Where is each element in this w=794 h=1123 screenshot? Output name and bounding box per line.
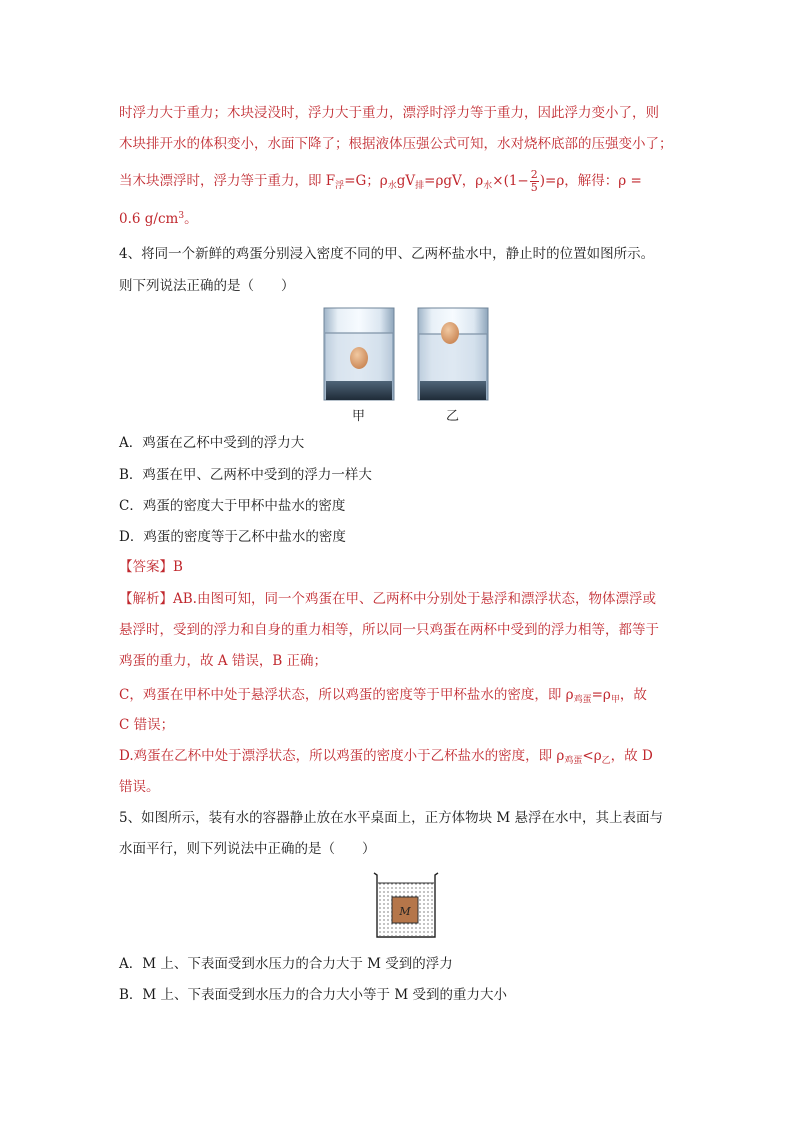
subscript: 甲 <box>610 695 620 705</box>
q5-stem-line-2: 水面平行，则下列说法中正确的是（ ） <box>119 841 376 857</box>
q4-explanation-line-3: 鸡蛋的重力，故 A 错误，B 正确； <box>119 653 328 669</box>
subscript: 水 <box>387 181 397 191</box>
prev-solution-line-3 <box>119 169 642 196</box>
prev-solution-line-2: 木块排开水的体积变小，水面下降了；根据液体压强公式可知，水对烧杯底部的压强变小了； <box>119 136 673 152</box>
text-span: gV <box>396 173 416 189</box>
subscript: 鸡蛋 <box>573 695 592 705</box>
subscript: 乙 <box>601 756 611 766</box>
q4-explanation-line-7: 错误。 <box>119 779 160 795</box>
block-m-label: M <box>399 905 411 918</box>
subscript: 鸡蛋 <box>564 756 583 766</box>
q4-explanation-line-5: C 错误； <box>119 717 175 733</box>
glass-yi <box>417 307 489 401</box>
text-span: <ρ <box>582 748 602 764</box>
q4-option-c: C．鸡蛋的密度大于甲杯中盐水的密度 <box>119 498 346 514</box>
text-span: )=ρ，解得：ρ = <box>539 173 642 189</box>
q4-explanation-line-2: 悬浮时，受到的浮力和自身的重力相等，所以同一只鸡蛋在两杯中受到的浮力相等，都等于 <box>119 622 659 638</box>
glass-jia <box>323 307 395 401</box>
text-span: 当木块漂浮时，浮力等于重力，即 F <box>119 173 336 189</box>
q5-stem-line-1: 5、如图所示，装有水的容器静止放在水平桌面上，正方体物块 M 悬浮在水中，其上表面与 <box>119 810 663 826</box>
q5-option-b: B．M 上、下表面受到水压力的合力大小等于 M 受到的重力大小 <box>119 987 507 1003</box>
subscript: 水 <box>483 181 493 191</box>
text-span: D.鸡蛋在乙杯中处于漂浮状态，所以鸡蛋的密度小于乙杯盐水的密度，即 ρ <box>119 748 565 764</box>
answer-value: B <box>173 559 183 575</box>
block-m <box>392 897 418 923</box>
text-span: 。 <box>184 211 198 227</box>
q5-option-a: A．M 上、下表面受到水压力的合力大于 M 受到的浮力 <box>119 956 453 972</box>
q4-answer <box>119 557 183 577</box>
q4-option-d: D．鸡蛋的密度等于乙杯中盐水的密度 <box>119 529 346 545</box>
text-span: ，故 D <box>610 748 653 764</box>
text-span: 0.6 g/cm <box>119 211 179 227</box>
q4-stem-line-1: 4、将同一个新鲜的鸡蛋分别浸入密度不同的甲、乙两杯盐水中，静止时的位置如图所示。 <box>119 246 655 262</box>
q4-explanation-line-4 <box>119 685 647 710</box>
text-span: ×(1− <box>492 173 529 189</box>
fraction <box>530 169 539 194</box>
q4-stem-line-2: 则下列说法正确的是（ ） <box>119 278 295 294</box>
egg-yi <box>441 322 459 344</box>
q4-explanation-line-6 <box>119 746 653 771</box>
superscript: 3 <box>178 211 185 221</box>
caption-yi: 乙 <box>446 409 460 424</box>
subscript: 排 <box>415 181 425 191</box>
explanation-tag: 【解析】 <box>119 591 173 607</box>
subscript: 浮 <box>335 181 345 191</box>
text-span: =ρgV，ρ <box>424 173 484 189</box>
q4-option-b: B．鸡蛋在甲、乙两杯中受到的浮力一样大 <box>119 467 372 483</box>
caption-jia: 甲 <box>352 409 366 424</box>
egg-jia <box>350 347 368 369</box>
text-span: C，鸡蛋在甲杯中处于悬浮状态，所以鸡蛋的密度等于甲杯盐水的密度，即 ρ <box>119 687 574 703</box>
beaker-figure <box>371 870 441 940</box>
q4-option-a: A．鸡蛋在乙杯中受到的浮力大 <box>119 435 305 451</box>
prev-solution-line-4 <box>119 206 198 229</box>
fraction-denominator: 5 <box>530 181 538 194</box>
text-span: AB.由图可知，同一个鸡蛋在甲、乙两杯中分别处于悬浮和漂浮状态，物体漂浮或 <box>173 591 656 607</box>
egg-glasses-figure <box>323 307 489 401</box>
text-span: ，故 <box>619 687 647 703</box>
text-span: =ρ <box>591 687 611 703</box>
q4-explanation-line-1 <box>119 589 656 609</box>
fraction-numerator: 2 <box>530 168 538 181</box>
prev-solution-line-1: 时浮力大于重力；木块浸没时，浮力大于重力，漂浮时浮力等于重力，因此浮力变小了，则 <box>119 105 659 121</box>
answer-tag: 【答案】 <box>119 559 173 575</box>
text-span: =G；ρ <box>344 173 388 189</box>
